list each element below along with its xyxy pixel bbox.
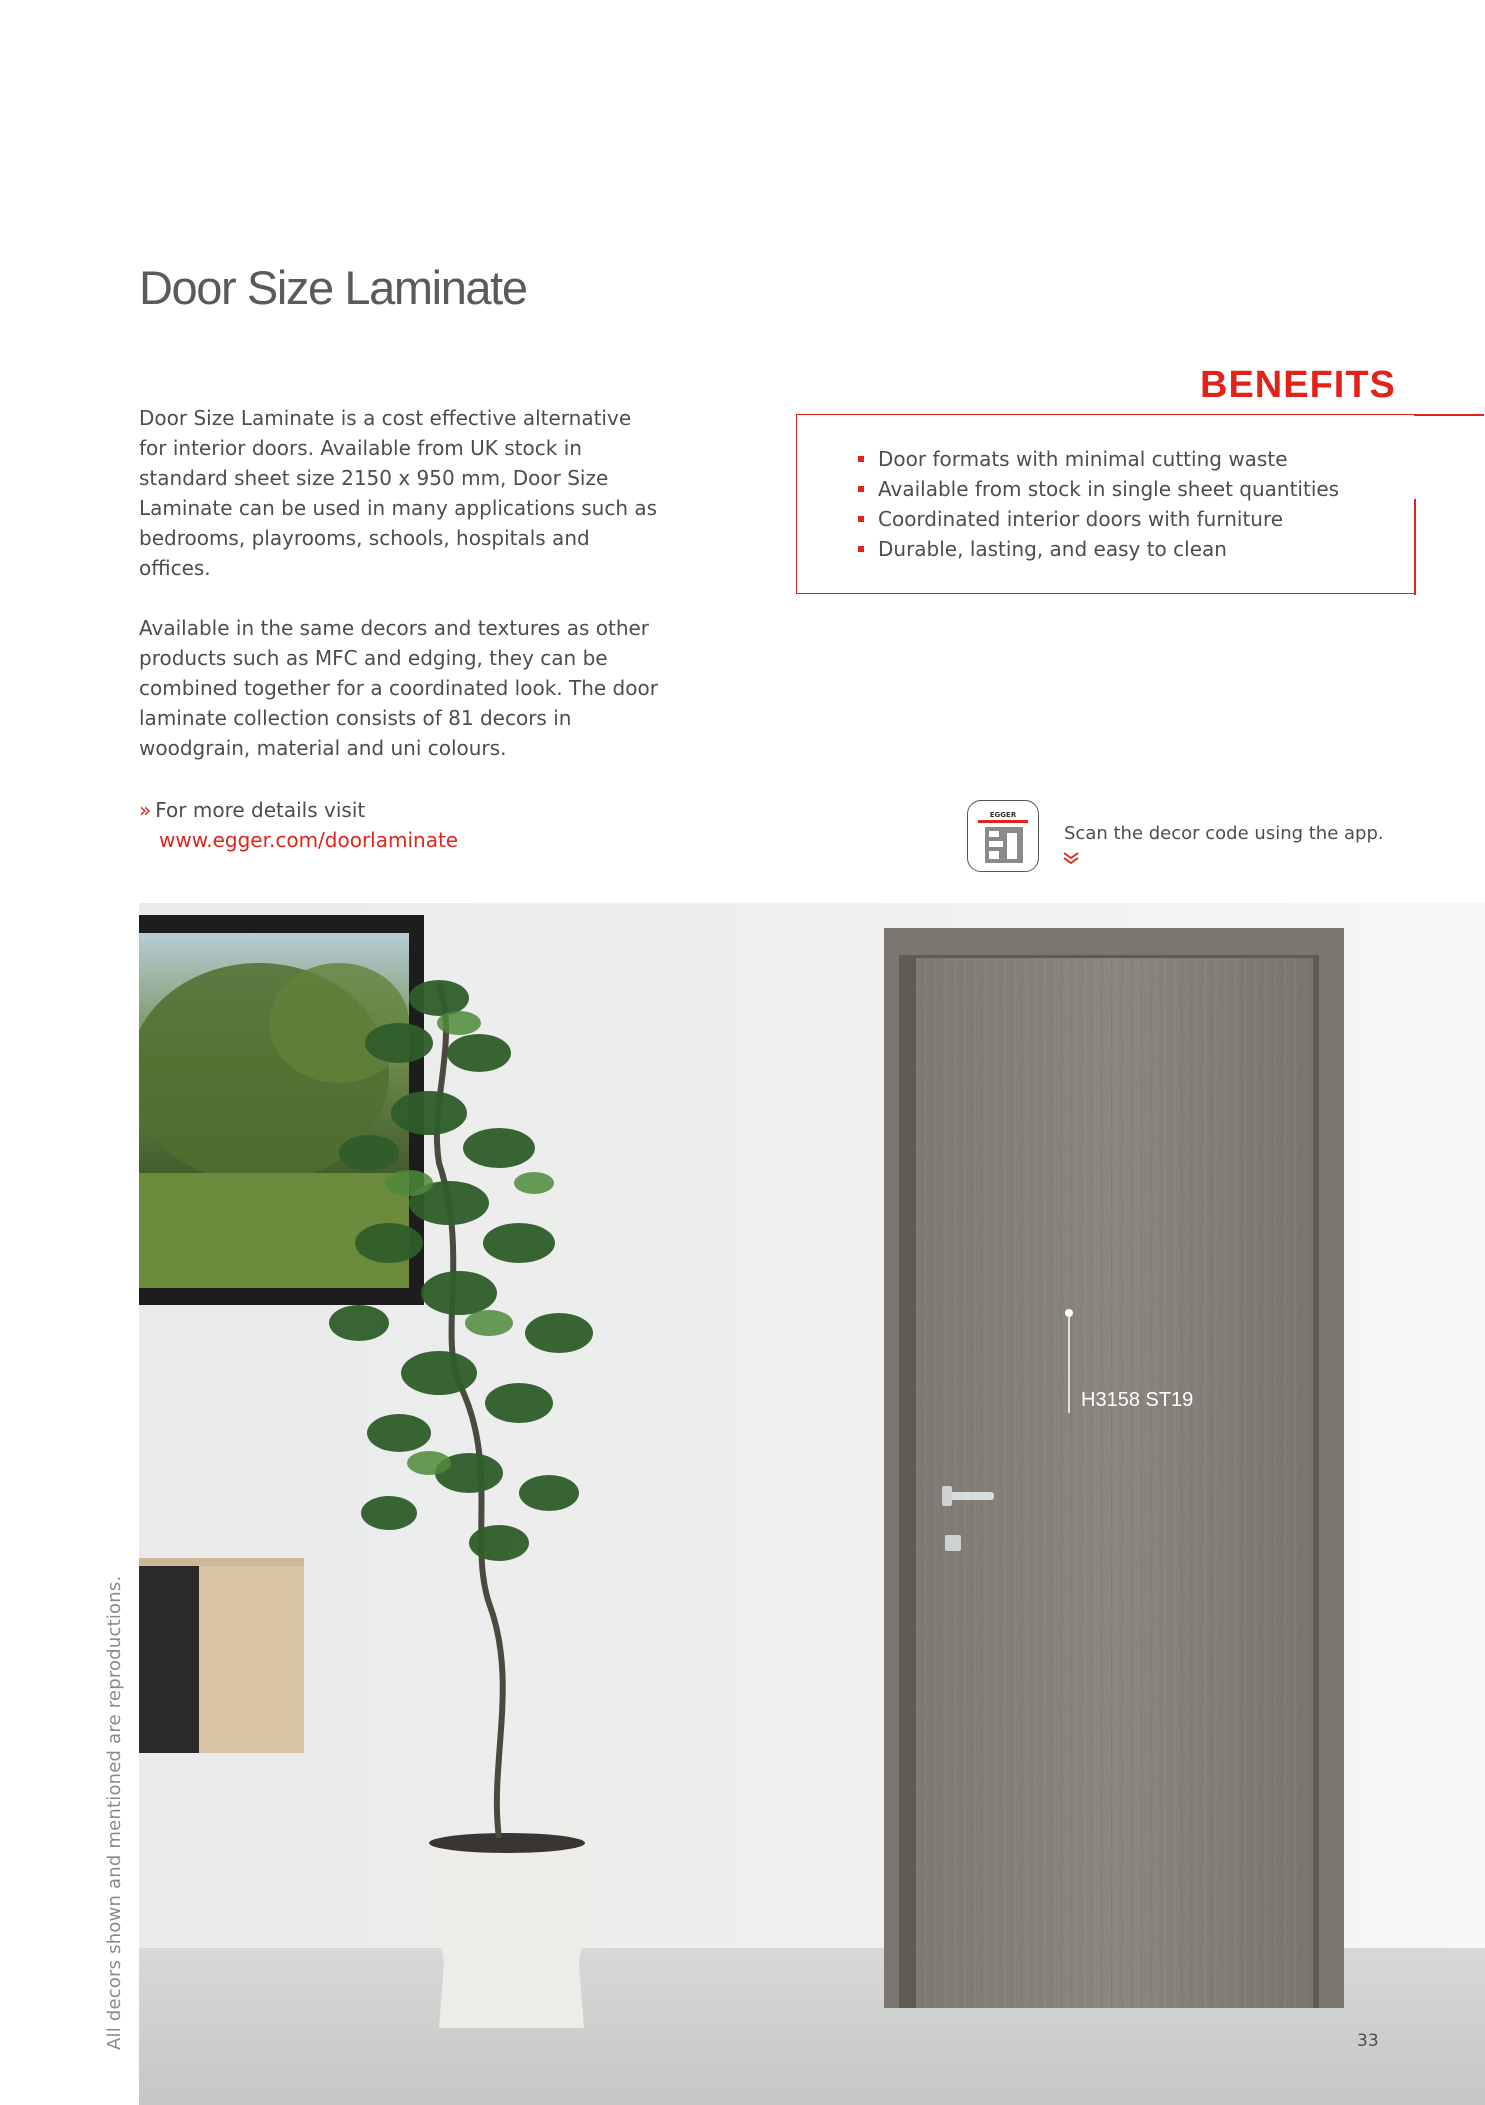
decor-code-label: H3158 ST19 (1081, 1389, 1194, 1411)
chevron-right-icon: » (139, 798, 152, 822)
benefit-item: Durable, lasting, and easy to clean (858, 534, 1339, 564)
benefit-item: Door formats with minimal cutting waste (858, 444, 1339, 474)
details-label: For more details visit (155, 798, 366, 822)
app-logo-icon (985, 827, 1023, 863)
bullet-icon (858, 516, 864, 522)
intro-paragraph-1: Door Size Laminate is a cost effective alternative for interior doors. Available from UK stock in standard sheet size 2150 x 950 mm, Door Size Laminate can be used in many applications such as bedrooms, playrooms, schools, hospitals and offices. (139, 406, 658, 580)
chevron-down-icon (1063, 850, 1079, 869)
more-details (139, 795, 458, 855)
intro-paragraph-2: Available in the same decors and textures as other products such as MFC and edging, they can be combined together for a coordinated look. The door laminate collection consists of 81 decors in woodgrain, material and uni colours. (139, 616, 658, 760)
bullet-icon (858, 456, 864, 462)
page-title: Door Size Laminate (139, 261, 527, 314)
benefit-item: Available from stock in single sheet quantities (858, 474, 1339, 504)
reproduction-note: All decors shown and mentioned are reproductions. (104, 1575, 125, 2050)
benefits-heading: BENEFITS (1200, 364, 1396, 406)
details-link[interactable]: www.egger.com/doorlaminate (159, 828, 459, 852)
benefit-item: Coordinated interior doors with furniture (858, 504, 1339, 534)
bullet-icon (858, 546, 864, 552)
app-brand: EGGER (978, 811, 1028, 823)
benefits-divider (1414, 414, 1484, 416)
door-photo (139, 903, 1485, 2105)
benefits-divider-vertical (1414, 499, 1416, 595)
benefits-list (858, 444, 1339, 564)
egger-app-icon[interactable] (967, 800, 1039, 872)
scan-instruction: Scan the decor code using the app. (1064, 823, 1384, 844)
page-number: 33 (1357, 2031, 1379, 2051)
intro-text (139, 403, 659, 793)
bullet-icon (858, 486, 864, 492)
